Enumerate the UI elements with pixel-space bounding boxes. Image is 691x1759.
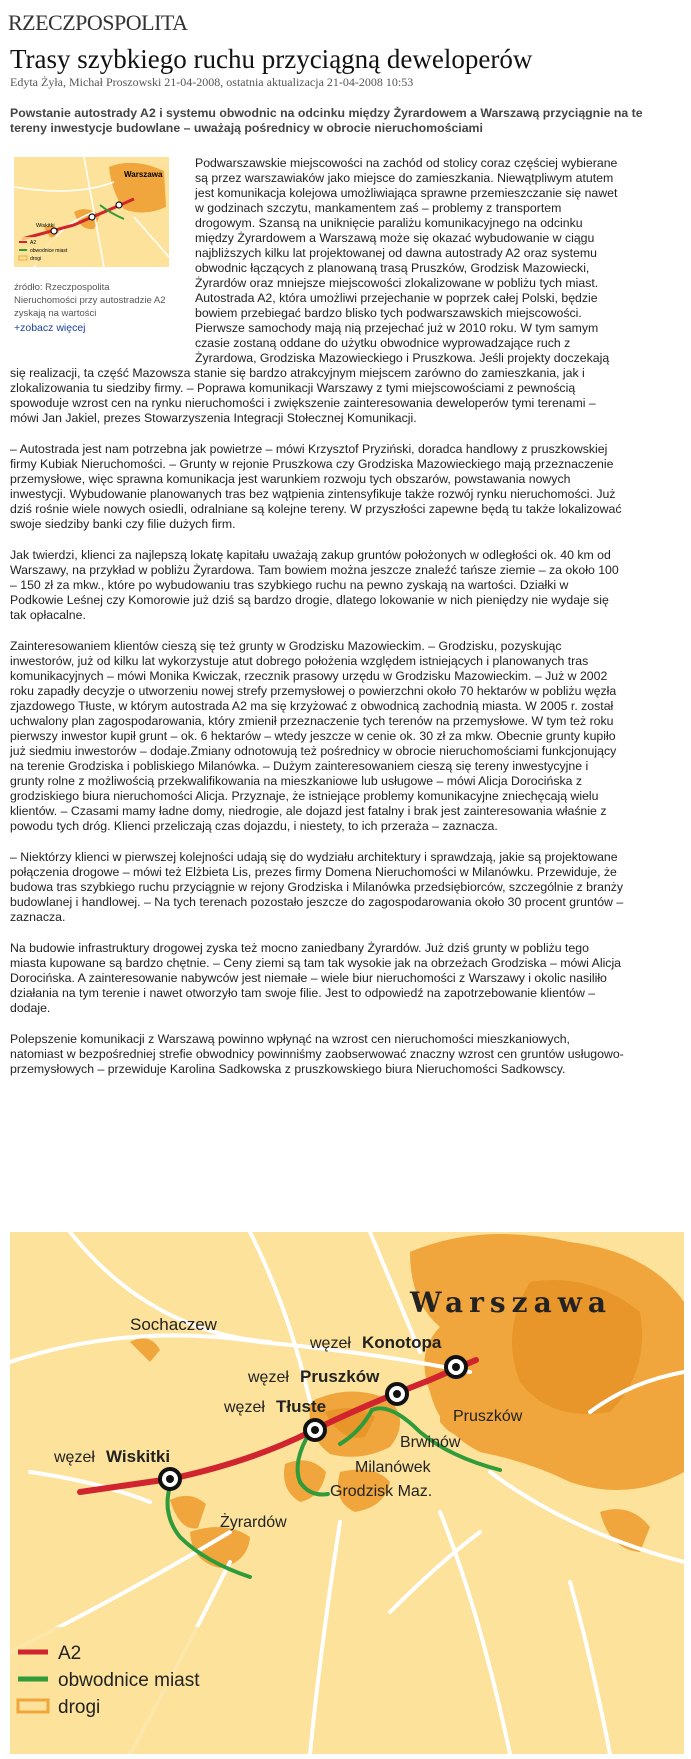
article-title: Trasy szybkiego ruchu przyciągną deweloperów xyxy=(10,44,533,74)
article-body xyxy=(10,156,624,1093)
thumb-legend-a2: A2 xyxy=(30,240,37,246)
paragraph: – Niektórzy klienci w pierwszej kolejności udają się do wydziału architektury i sprawdzają, jakie są projektowane połączenia drogowe – mówi też Elżbieta Lis, prezes firmy Domena Nieruchomości w Milanówku. Przewiduje, że budowa tras szybkiego ruchu przyciągnie w rejony Grodziska i Milanówka przedsiębiorców, szczególnie z branży budowlanej i handlowej. – Na tych terenach pozostało jeszcze do zagospodarowania około 30 procent gruntów – zaznacza. xyxy=(10,850,624,924)
thumbnail-spacer xyxy=(10,156,195,352)
a2-map xyxy=(10,1232,684,1754)
label-pruszkow-town: Pruszków xyxy=(453,1408,523,1425)
see-more-link[interactable]: +zobacz więcej xyxy=(14,322,86,334)
label-node-pruszkow-prefix: węzeł xyxy=(248,1369,289,1386)
thumbnail-caption: źródło: Rzeczpospolita Nieruchomości przy autostradzie A2 zyskają na wartości xyxy=(14,282,166,319)
label-node-konotopa: Konotopa xyxy=(362,1333,442,1352)
paragraph: – Autostrada jest nam potrzebna jak powietrze – mówi Krzysztof Pryziński, doradca handlowy z pruszkowskiej firmy Kubiak Nieruchomości. – Grunty w rejonie Pruszkowa czy Grodziska Mazowieckiego mają przeznaczenie przemysłowe, więc sprawna komunikacja jest warunkiem rozwoju tych obszarów, powstawania nowych inwestycji. Wybudowanie planowanych tras bez wątpienia zintensyfikuje także rozwój rynku nieruchomości. Już dziś rośnie wiele nowych osiedli, odralniane są kolejne tereny. W przyszłości zapewne będą tu także lokalizować swoje siedziby banki czy filie dużych firm. xyxy=(10,442,622,531)
article-byline: Edyta Żyła, Michał Proszowski 21-04-2008, ostatnia aktualizacja 21-04-2008 10:53 xyxy=(10,75,414,89)
paragraph: Podwarszawskie miejscowości na zachód od stolicy coraz częściej wybierane są przez warszawiaków jako miejsce do zamieszkania. Niewątpliwym atutem jest komunikacja kolejowa umożliwiająca sprawne przemieszczanie się nawet w godzinach szczytu, mankamentem zaś – problemy z transportem drogowym. Szansą na uniknięcie paraliżu komunikacyjnego na odcinku między Żyrardowem a Warszawą może się okazać wybudowanie w ciągu najbliższych kilku lat projektowanej od dawna autostrady A2 oraz systemu obwodnic łączących z planowaną trasą Pruszków, Grodzisk Mazowiecki, Żyrardów oraz mniejsze miejscowości zlokalizowane w pobliżu tych miast. Autostrada A2, która umożliwi przejechanie w poprzek całej Polski, będzie bowiem przebiegać bardzo blisko tych podwarszawskich miejscowości. Pierwsze samochody mają nią przejechać już w 2010 roku. W tym samym czasie zostaną oddane do użytku obwodnice wyprowadzające ruch z Żyrardowa, Grodziska Mazowieckiego i Pruszkowa. Jeśli projekty doczekają się realizacji, ta część Mazowsza stanie się bardzo atrakcyjnym miejscem zarówno do zamieszkania, jak i zlokalizowania tu siedziby firmy. – Poprawa komunikacji Warszawy z tymi miejscowościami z pewnością spowoduje wzrost cen na rynku nieruchomości i zwiększenie zainteresowania deweloperów tymi terenami – mówi Jan Jakiel, prezes Stowarzyszenia Integracji Stołecznej Komunikacji. xyxy=(10,156,618,425)
rzeczpospolita-logo[interactable] xyxy=(8,10,187,36)
label-zyrardow: Żyrardów xyxy=(220,1514,287,1531)
label-warszawa: Warszawa xyxy=(410,1286,612,1319)
label-node-wiskitki-prefix: węzeł xyxy=(54,1449,95,1466)
thumb-legend-drogi: drogi xyxy=(30,256,42,262)
label-node-wiskitki: Wiskitki xyxy=(106,1447,171,1466)
thumb-legend-obwodnice: obwodnice miast xyxy=(30,248,68,254)
label-brwinow: Brwinów xyxy=(400,1434,461,1451)
thumb-wiskitki-label: Wiskitki xyxy=(36,223,55,229)
paragraph: Zainteresowaniem klientów cieszą się też grunty w Grodzisku Mazowieckim. – Grodzisku, pozyskując inwestorów, już od kilku lat wykorzystuje atut dobrego położenia względem istniejących i planowanych tras komunikacyjnych – mówi Monika Kwiczak, rzecznik prasowy urzędu w Grodzisku Mazowieckim. – Już w 2002 roku zapadły decyzje o utworzeniu nowej strefy przemysłowej o powierzchni około 70 hektarów w pobliżu węzła zjazdowego Tłuste, w którym autostrada A2 ma się krzyżować z obwodnicą zachodnią miasta. W 2005 r. został uchwalony plan zagospodarowania, który zmienił przeznaczenie tych terenów na przemysłowe. W tym też roku pierwszy inwestor kupił grunt – ok. 6 hektarów – wtedy jeszcze w cenie ok. 30 zł za mkw. Obecnie grunty kupiło już siedmiu inwestorów – dodaje.Zmiany odnotowują też pośrednicy w obrocie nieruchomościami funkcjonujący na terenie Grodziska i pobliskiego Milanówka. – Dużym zainteresowaniem cieszą się tereny inwestycyjne i grunty rolne z możliwością przekwalifikowania na mieszkaniowe lub usługowe – mówi Alicja Dorocińska z grodziskiego biura nieruchomości Alicja. Przyznaje, że istniejące problemy komunikacyjne zniechęcają wielu klientów. – Czasami mamy ładne domy, niedrogie, ale dojazd jest fatalny i brak jest zainteresowania właśnie z powodu tych dróg. Klienci przeliczają czas dojazdu, i niestety, to ich przeraża – zaznacza. xyxy=(10,639,617,833)
label-node-tluste: Tłuste xyxy=(276,1397,327,1416)
label-milanowek: Milanówek xyxy=(355,1459,431,1476)
legend-ring-label: obwodnice miast xyxy=(58,1670,200,1691)
thumb-warszawa-label: Warszawa xyxy=(124,170,163,179)
label-node-pruszkow: Pruszków xyxy=(300,1367,380,1386)
map-legend xyxy=(10,1627,220,1754)
legend-roads-label: drogi xyxy=(58,1697,101,1718)
node-tluste xyxy=(305,1420,325,1440)
paragraph: Polepszenie komunikacji z Warszawą powinno wpłynąć na wzrost cen nieruchomości mieszkaniowych, natomiast w bezpośredniej strefie obwodnicy powinniśmy zaobserwować znaczny wzrost cen gruntów usługowo-przemysłowych – przewiduje Karolina Sadkowska z pruszkowskiego biura Nieruchomości Sadkowscy. xyxy=(10,1032,624,1076)
label-sochaczew: Sochaczew xyxy=(130,1315,217,1334)
node-konotopa xyxy=(446,1357,466,1377)
paragraph: Na budowie infrastruktury drogowej zyska też mocno zaniedbany Żyrardów. Już dziś grunty w pobliżu tego miasta kupowane są bardzo chętnie. – Ceny ziemi są tam tak wysokie jak na obrzeżach Grodziska – mówi Alicja Dorocińska. A zainteresowanie nabywców jest niemałe – wiele biur nieruchomości z Warszawy i okolic nasiliło działania na tym terenie i nawet otworzyło tam swoje filie. Jest to odpowiedź na zapotrzebowanie klientów – dodaje. xyxy=(10,941,622,1015)
node-pruszkow xyxy=(387,1384,407,1404)
legend-a2-label: A2 xyxy=(58,1643,82,1664)
paragraph: Jak twierdzi, klienci za najlepszą lokatę kapitału uważają zakup gruntów położonych w odległości ok. 40 km od Warszawy, na przykład w pobliżu Żyrardowa. Tam bowiem można jeszcze znaleźć tańsze ziemie – za około 100 – 150 zł za mkw., które po wybudowaniu tras szybkiego ruchu na pewno zyskają na wartości. Działki w Podkowie Leśnej czy Komorowie już dziś są bardzo drogie, dlatego lokowanie w nich pieniędzy nie wydaje się tak opłacalne. xyxy=(10,548,619,622)
label-grodzisk: Grodzisk Maz. xyxy=(330,1483,433,1500)
logo-text: RZECZPOSPOLITA xyxy=(8,10,188,35)
node-wiskitki xyxy=(160,1469,180,1489)
article-lead: Powstanie autostrady A2 i systemu obwodnic na odcinku między Żyrardowem a Warszawą przyciągnie na te tereny inwestycje budowlane – uważają pośrednicy w obrocie nieruchomościami xyxy=(10,106,643,135)
label-node-tluste-prefix: węzeł xyxy=(224,1399,265,1416)
label-node-konotopa-prefix: węzeł xyxy=(310,1335,351,1352)
legend-roads-swatch xyxy=(18,1700,48,1712)
